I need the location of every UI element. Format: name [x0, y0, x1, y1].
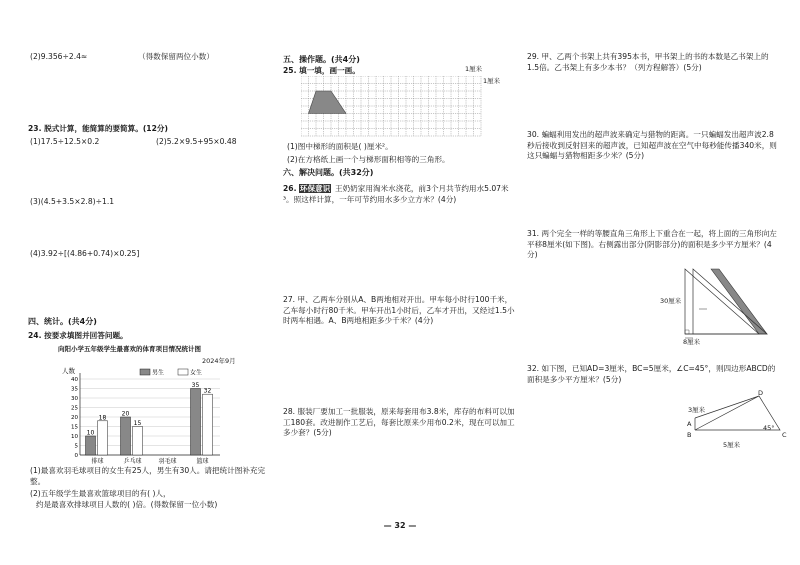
q26-number: 26.: [283, 184, 297, 193]
y-tick-label: 10: [71, 434, 78, 440]
bar: [191, 389, 201, 456]
fig32-angle-label: 45°: [763, 424, 775, 432]
y-tick-label: 35: [71, 386, 78, 393]
bar-value-label: 10: [86, 429, 95, 437]
x-tick-label: 篮球: [196, 458, 209, 465]
y-axis-label: 人数: [62, 367, 75, 375]
chart-date: 2024年9月: [202, 357, 236, 365]
fig32-bc-label: 5厘米: [723, 441, 741, 449]
q24-2b: 约是最喜欢排球项目人数的( )倍。(得数保留一位小数): [36, 500, 218, 509]
q25-2: (2)在方格纸上画一个与梯形面积相等的三角形。: [287, 155, 450, 164]
q26-tag: 环保意识: [299, 184, 331, 193]
fig32-point-b: B: [687, 431, 692, 439]
q27-text: 27. 甲、乙两车分别从A、B两地相对开出。甲车每小时行100千米，乙车每小时行80千米。甲车开出1小时后，乙车才开出，又经过1.5小时两车相遇。A、B两地相距多少千米？(4分): [283, 295, 515, 325]
bar: [86, 436, 96, 455]
bar: [133, 427, 143, 456]
q22-4: (2)9.356÷2.4≈: [30, 52, 88, 61]
y-tick-label: 5: [74, 443, 78, 450]
grid-unit-label-2: 1厘米: [483, 77, 501, 85]
bar-value-label: 20: [121, 410, 130, 418]
x-tick-label: 排球: [91, 458, 104, 465]
grid-figure: [301, 76, 486, 138]
legend-label: 女生: [190, 369, 203, 377]
bar-value-label: 18: [98, 414, 107, 422]
bar: [203, 394, 213, 455]
column-right: [527, 0, 787, 565]
legend-swatch: [140, 369, 150, 375]
legend-swatch: [178, 369, 188, 375]
q28-text: 28. 服装厂要加工一批服装，原来每套用布3.8米，库存的布料可以加工180套。改进制作工艺后，每套比原来少用布0.2米，现在可以加工多少套？(5分): [283, 407, 515, 437]
q31-text: 31. 两个完全一样的等腰直角三角形上下重合在一起，将上面的三角形向左平移8厘米(如下图)。右侧露出部分(阴影部分)的面积是多少平方厘米？(4分): [527, 229, 777, 259]
legend-label: 男生: [152, 369, 165, 377]
y-tick-label: 30: [71, 396, 78, 402]
q23-3: (3)(4.5+3.5×2.8)÷1.1: [30, 197, 115, 206]
trapezoid-shape: [309, 91, 347, 114]
bar: [98, 421, 108, 455]
fig32-point-c: C: [782, 431, 787, 439]
y-tick-label: 40: [71, 377, 78, 383]
fig31-height-label: 30厘米: [660, 297, 682, 305]
q29-text: 29. 甲、乙两个书架上共有395本书，甲书架上的书的本数是乙书架上的1.5倍。乙书架上有多少本书？（列方程解答）(5分): [527, 52, 769, 72]
y-tick-label: 15: [71, 424, 78, 431]
chart-heading: 向阳小学五年级学生最喜欢的体育项目情况统计图: [58, 345, 201, 353]
q25-1: (1)图中梯形的面积是( )厘米²。: [287, 142, 393, 151]
q32-quadrilateral-figure: [685, 390, 785, 444]
grid-unit-label: 1厘米: [465, 65, 483, 73]
bar-value-label: 35: [191, 382, 200, 389]
fig32-ad-label: 3厘米: [688, 406, 706, 414]
section-4-title: 四、统计。(共4分): [28, 317, 97, 326]
column-left: [28, 0, 278, 565]
y-tick-label: 0: [74, 453, 78, 459]
y-tick-label: 20: [71, 415, 78, 421]
q24-2a: (2)五年级学生最喜欢篮球项目的有( )人，: [30, 489, 171, 498]
q30-text: 30. 蝙蝠利用发出的超声波来确定与猎物的距离。一只蝙蝠发出超声波2.8秒后接收到反射回来的超声波，已知超声波在空气中每秒能传播340米，则这只蝙蝠与猎物相距多少米？(5分): [527, 130, 777, 160]
bar: [121, 417, 131, 455]
q24-title: 24. 按要求填图并回答问题。: [28, 331, 128, 340]
q24-1: (1)最喜欢羽毛球项目的女生有25人，男生有30人。请把统计图补充完整。: [30, 466, 266, 486]
q22-4-note: （得数保留两位小数）: [138, 52, 214, 61]
q23-title: 23. 脱式计算，能简算的要简算。(12分): [28, 124, 168, 133]
fig32-point-d: D: [758, 389, 764, 397]
bar-value-label: 32: [203, 387, 212, 395]
q25-title: 25. 填一填，画一画。: [283, 66, 360, 75]
fig31-shift-label: 8厘米: [683, 338, 701, 346]
bar-chart: [58, 365, 228, 469]
q23-1: (1)17.5÷12.5×0.2: [30, 137, 100, 146]
q23-2: (2)5.2×9.5+95×0.48: [156, 137, 237, 146]
bar-value-label: 15: [133, 420, 142, 427]
page-number: — 32 —: [383, 521, 417, 530]
x-tick-label: 乒乓球: [123, 458, 142, 465]
x-tick-label: 羽毛球: [158, 458, 177, 465]
section-6-title: 六、解决问题。(共32分): [283, 168, 374, 177]
y-tick-label: 25: [71, 405, 78, 412]
fig32-point-a: A: [687, 420, 692, 428]
q32-text: 32. 如下图，已知AD=3厘米，BC=5厘米，∠C=45°，则四边形ABCD的面积是多少平方厘米？(5分): [527, 364, 776, 384]
section-5-title: 五、操作题。(共4分): [283, 55, 360, 64]
q26-text: 王奶奶家用淘米水浇花，前3个月共节约用水5.07米³。照这样计算，一年可节约用水多少立方米？(4分): [283, 184, 509, 204]
column-middle: [283, 0, 518, 565]
q23-4: (4)3.92÷[(4.86+0.74)×0.25]: [30, 249, 140, 258]
